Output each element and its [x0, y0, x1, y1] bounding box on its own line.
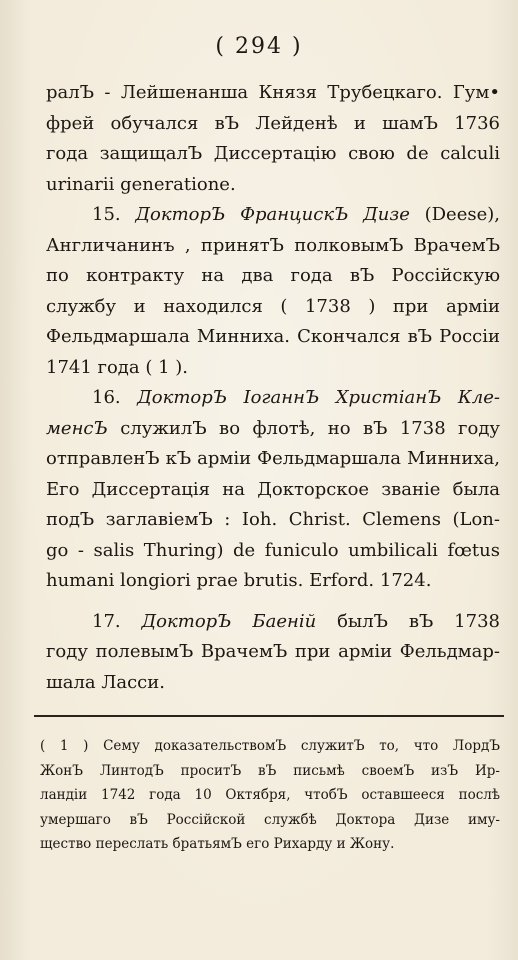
text-line: отправленЪ кЪ арміи Фельдмаршала Минниха, — [46, 448, 500, 469]
entry-16-first-line — [46, 383, 500, 414]
text-line: подЪ заглавіемЪ : Ioh. Christ. Clemens (Lon- — [46, 509, 500, 530]
entry-text: былЪ вЪ 1738 — [337, 610, 500, 632]
page-number: ( 294 ) — [215, 34, 303, 59]
paragraph-gap — [46, 597, 500, 607]
text-line: году полевымЪ ВрачемЪ при арміи Фельдмар- — [46, 641, 500, 662]
footnote-line: ( 1 ) Сему доказательствомЪ служитЪ то, что ЛордЪ — [40, 738, 500, 754]
entry-number: 16. — [92, 387, 121, 408]
entry-text: служилЪ во флотѣ, но вЪ 1738 году — [120, 417, 500, 439]
text-line: службу и находился ( 1738 ) при арміи — [46, 295, 500, 317]
entry-title: ДокторЪ Баеній — [141, 610, 317, 632]
entry-text: (Deese), — [424, 204, 500, 225]
text-line: 1741 года ( 1 ). — [46, 356, 188, 378]
text-line: go - salis Thuring) de funiculo umbilicali fœtus — [46, 539, 500, 561]
entry-title: ДокторЪ ІоганнЪ ХристіанЪ Кле- — [137, 387, 500, 408]
footnote-divider — [34, 715, 504, 717]
entry-number: 17. — [92, 610, 121, 632]
text-line: по контракту на два года вЪ Россійскую — [46, 265, 500, 286]
footnote — [40, 734, 500, 857]
entry-title: ДокторЪ ФранцискЪ Дизе — [135, 204, 410, 225]
text-line: года защищалЪ Диссертацію свою de calculi — [46, 143, 500, 164]
entry-title-continued: менсЪ — [46, 417, 108, 439]
footnote-line: ландіи 1742 года 10 Октября, чтобЪ оставшееся послѣ — [40, 787, 500, 803]
footnote-line: щество переслать братьямЪ его Рихарду и Жону. — [40, 836, 395, 852]
text-line: ралЪ - Лейшенанша Князя Трубецкаго. Гум• — [46, 82, 500, 103]
entry-number: 15. — [92, 204, 121, 225]
footnote-line: умершаго вЪ Россійской службѣ Доктора Дизе иму- — [40, 811, 500, 828]
entry-17-first-line — [46, 607, 500, 638]
text-line: Его Диссертація на Докторское званіе была — [46, 478, 500, 500]
text-line: urinarii generatione. — [46, 173, 236, 195]
text-line: шала Ласси. — [46, 671, 165, 693]
text-line: фрей обучался вЪ Лейденѣ и шамЪ 1736 — [46, 112, 500, 134]
footnote-line: ЖонЪ ЛинтодЪ проситЪ вЪ письмѣ своемЪ изЪ Ир- — [40, 762, 500, 779]
entry-16-second-line — [46, 414, 500, 445]
text-line: humani longiori prae brutis. Erford. 1724. — [46, 570, 432, 591]
text-line: Фельдмаршала Минниха. Скончался вЪ Россіи — [46, 326, 500, 347]
entry-15-first-line — [46, 200, 500, 231]
text-line: Англичанинъ , принятЪ полковымЪ ВрачемЪ — [46, 234, 500, 256]
main-text — [46, 78, 500, 698]
